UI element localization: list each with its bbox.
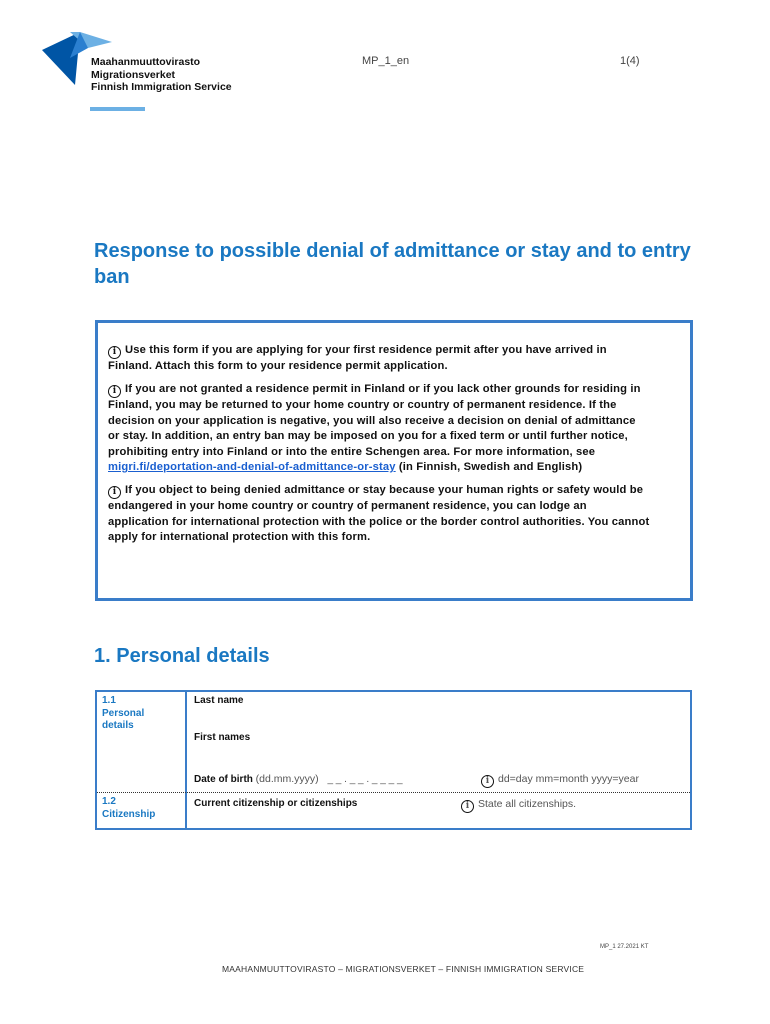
logo-text	[91, 56, 232, 94]
dob-label: Date of birth	[194, 774, 253, 785]
notice-text: If you are not granted a residence permit in Finland or if you lack other grounds for residing in Finland, you may be returned to your home country or country of permanent residence. If the decision on your application is negative, you will also receive a decision on denial of admittance or stay. In addition, an entry ban may be imposed on you for a fixed term or until further notice, prohibiting entry into Finland or into the entire Schengen area. For more information, see	[108, 383, 641, 458]
personal-details-form	[95, 690, 692, 830]
subsection-name: Citizenship	[102, 808, 156, 820]
subsection-name: Personal details	[102, 707, 145, 731]
row-divider	[97, 792, 690, 793]
last-name-field[interactable]: Last name	[194, 695, 244, 706]
logo-line: Migrationsverket	[91, 68, 176, 81]
migri-deportation-link[interactable]: migri.fi/deportation-and-denial-of-admittance-or-stay	[108, 461, 396, 474]
dob-hint	[481, 773, 639, 788]
subsection-number: 1.1	[102, 695, 116, 706]
notice-paragraph	[98, 382, 690, 475]
logo-line: Finnish Immigration Service	[91, 81, 232, 93]
section-label-column	[97, 692, 187, 828]
info-icon: i	[108, 346, 121, 359]
notice-paragraph	[98, 343, 690, 374]
info-icon: i	[481, 775, 494, 788]
document-id: MP_1_en	[362, 55, 410, 67]
page-number: 1(4)	[620, 55, 640, 67]
dob-format: (dd.mm.yyyy)	[255, 773, 319, 785]
page-title: Response to possible denial of admittance or stay and to entry ban	[94, 240, 691, 288]
citizenship-hint-text: State all citizenships.	[478, 798, 577, 810]
subsection-number: 1.2	[102, 796, 116, 807]
form-code: MP_1 27.2021 KT	[600, 944, 649, 950]
notice-text: (in Finnish, Swedish and English)	[395, 461, 583, 474]
logo-line: Maahanmuuttovirasto	[91, 56, 201, 68]
dob-hint-text: dd=day mm=month yyyy=year	[498, 773, 639, 785]
notice-text: Use this form if you are applying for your first residence permit after you have arrived in Finland. Attach this form to your residence permit application.	[108, 344, 607, 372]
info-icon: i	[108, 385, 121, 398]
dob-mask: _ _ . _ _ . _ _ _ _	[327, 774, 403, 785]
section-title: 1. Personal details	[94, 645, 270, 667]
subsection-1-2	[102, 796, 155, 821]
citizenship-field[interactable]: Current citizenship or citizenships	[194, 798, 358, 809]
citizenship-hint	[461, 798, 576, 813]
notice-text: If you object to being denied admittance or stay because your human rights or safety would be endangered in your home country or country of permanent residence, you can lodge an application for international protection with the police or the border control authorities. You cannot apply for international protection with this form.	[108, 484, 650, 544]
logo-underline	[90, 107, 145, 111]
first-names-field[interactable]: First names	[194, 732, 251, 743]
date-of-birth-field[interactable]	[194, 773, 403, 785]
footer-agency: MAAHANMUUTTOVIRASTO – MIGRATIONSVERKET – FINNISH IMMIGRATION SERVICE	[222, 964, 585, 974]
info-icon: i	[108, 486, 121, 499]
info-icon: i	[461, 800, 474, 813]
notice-box	[95, 320, 693, 601]
subsection-1-1	[102, 695, 152, 733]
notice-paragraph	[98, 483, 690, 545]
